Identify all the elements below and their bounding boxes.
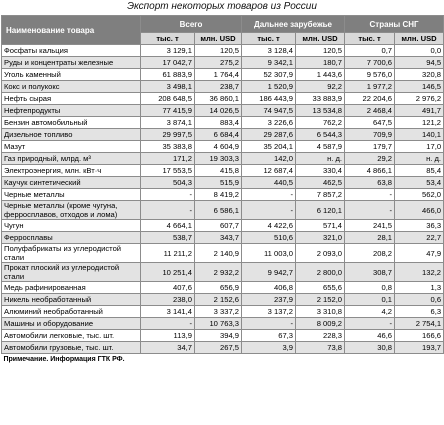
table-row [2, 105, 444, 117]
product-name-cell: Дизельное топливо [2, 129, 141, 141]
table-row [2, 330, 444, 342]
table-row [2, 263, 444, 282]
table-row [2, 165, 444, 177]
value-cell: 29,2 [345, 153, 395, 165]
value-cell: 74 947,5 [242, 105, 296, 117]
value-cell: 9 342,1 [242, 57, 296, 69]
value-cell: 8 419,2 [195, 189, 242, 201]
value-cell: 14 026,5 [195, 105, 242, 117]
value-cell: 6,3 [395, 306, 444, 318]
value-cell: 6 120,1 [296, 201, 345, 220]
value-cell: 0,8 [345, 282, 395, 294]
table-row [2, 93, 444, 105]
table-body [2, 45, 444, 354]
product-name-cell: Бензин автомобильный [2, 117, 141, 129]
product-name-cell: Никель необработанный [2, 294, 141, 306]
product-name-cell: Черные металлы (кроме чугуна, ферросплавов, отходов и лома) [2, 201, 141, 220]
unit-header: млн. USD [395, 33, 444, 45]
value-cell: 1 764,4 [195, 69, 242, 81]
value-cell: 10 763,3 [195, 318, 242, 330]
value-cell: 330,4 [296, 165, 345, 177]
value-cell: 538,7 [141, 232, 195, 244]
header-group-total: Всего [141, 16, 242, 33]
value-cell: 63,8 [345, 177, 395, 189]
value-cell: 407,6 [141, 282, 195, 294]
value-cell: 52 307,9 [242, 69, 296, 81]
value-cell: 466,0 [395, 201, 444, 220]
product-name-cell: Автомобили грузовые, тыс. шт. [2, 342, 141, 354]
value-cell: 320,8 [395, 69, 444, 81]
value-cell: 7 857,2 [296, 189, 345, 201]
value-cell: 61 883,9 [141, 69, 195, 81]
value-cell: 11 003,0 [242, 244, 296, 263]
table-row [2, 282, 444, 294]
value-cell: 656,9 [195, 282, 242, 294]
value-cell: 186 443,9 [242, 93, 296, 105]
value-cell: 180,7 [296, 57, 345, 69]
value-cell: 35 383,8 [141, 141, 195, 153]
value-cell: 28,1 [345, 232, 395, 244]
value-cell: 179,7 [345, 141, 395, 153]
value-cell: 3 128,4 [242, 45, 296, 57]
unit-header: тыс. т [345, 33, 395, 45]
value-cell: 2 754,1 [395, 318, 444, 330]
value-cell: 12 687,4 [242, 165, 296, 177]
value-cell: 171,2 [141, 153, 195, 165]
value-cell: 36,3 [395, 220, 444, 232]
value-cell: 1 977,2 [345, 81, 395, 93]
value-cell: 571,4 [296, 220, 345, 232]
footnote: Примечание. Информация ГТК РФ. [3, 356, 125, 364]
table-row [2, 201, 444, 220]
value-cell: 208 648,5 [141, 93, 195, 105]
value-cell: 2 140,9 [195, 244, 242, 263]
value-cell: 120,5 [195, 45, 242, 57]
header-group-cis: Страны СНГ [345, 16, 444, 33]
value-cell: 22,7 [395, 232, 444, 244]
table-row [2, 177, 444, 189]
value-cell: 2 468,4 [345, 105, 395, 117]
value-cell: 3,9 [242, 342, 296, 354]
product-name-cell: Кокс и полукокс [2, 81, 141, 93]
value-cell: 238,0 [141, 294, 195, 306]
value-cell: 0,1 [345, 294, 395, 306]
value-cell: 4 587,9 [296, 141, 345, 153]
value-cell: 29 997,5 [141, 129, 195, 141]
table-row [2, 294, 444, 306]
product-name-cell: Нефтепродукты [2, 105, 141, 117]
header-product-name: Наименование товара [2, 16, 141, 45]
value-cell: - [345, 189, 395, 201]
unit-header: тыс. т [141, 33, 195, 45]
value-cell: 85,4 [395, 165, 444, 177]
header-row [2, 16, 444, 33]
product-name-cell: Газ природный, млрд. м³ [2, 153, 141, 165]
product-name-cell: Медь рафинированная [2, 282, 141, 294]
value-cell: - [345, 201, 395, 220]
table-row [2, 318, 444, 330]
value-cell: 321,0 [296, 232, 345, 244]
product-name-cell: Полуфабрикаты из углеродистой стали [2, 244, 141, 263]
value-cell: 34,7 [141, 342, 195, 354]
product-name-cell: Руды и концентраты железные [2, 57, 141, 69]
product-name-cell: Чугун [2, 220, 141, 232]
table-row [2, 342, 444, 354]
value-cell: 1,3 [395, 282, 444, 294]
value-cell: 1 520,9 [242, 81, 296, 93]
value-cell: 10 251,4 [141, 263, 195, 282]
value-cell: 46,6 [345, 330, 395, 342]
value-cell: 2 152,6 [195, 294, 242, 306]
table-row [2, 129, 444, 141]
unit-header: млн. USD [195, 33, 242, 45]
value-cell: 607,7 [195, 220, 242, 232]
value-cell: - [141, 318, 195, 330]
value-cell: 113,9 [141, 330, 195, 342]
table-row [2, 189, 444, 201]
value-cell: 4 866,1 [345, 165, 395, 177]
value-cell: 121,2 [395, 117, 444, 129]
value-cell: 166,6 [395, 330, 444, 342]
product-name-cell: Ферросплавы [2, 232, 141, 244]
value-cell: 238,7 [195, 81, 242, 93]
value-cell: 343,7 [195, 232, 242, 244]
value-cell: 3 498,1 [141, 81, 195, 93]
product-name-cell: Черные металлы [2, 189, 141, 201]
value-cell: 0,6 [395, 294, 444, 306]
table-row [2, 220, 444, 232]
value-cell: 406,8 [242, 282, 296, 294]
table-row [2, 141, 444, 153]
value-cell: 9 942,7 [242, 263, 296, 282]
value-cell: 3 310,8 [296, 306, 345, 318]
value-cell: 4 664,1 [141, 220, 195, 232]
value-cell: 120,5 [296, 45, 345, 57]
value-cell: 193,7 [395, 342, 444, 354]
value-cell: 0,0 [395, 45, 444, 57]
value-cell: 67,3 [242, 330, 296, 342]
value-cell: 132,2 [395, 263, 444, 282]
value-cell: 4 422,6 [242, 220, 296, 232]
value-cell: 883,4 [195, 117, 242, 129]
value-cell: 30,8 [345, 342, 395, 354]
product-name-cell: Машины и оборудование [2, 318, 141, 330]
value-cell: 4,2 [345, 306, 395, 318]
value-cell: - [242, 189, 296, 201]
value-cell: 35 204,1 [242, 141, 296, 153]
table-row [2, 57, 444, 69]
value-cell: 8 009,2 [296, 318, 345, 330]
value-cell: 562,0 [395, 189, 444, 201]
value-cell: 142,0 [242, 153, 296, 165]
product-name-cell: Автомобили легковые, тыс. шт. [2, 330, 141, 342]
value-cell: 7 700,6 [345, 57, 395, 69]
table-row [2, 244, 444, 263]
value-cell: 308,7 [345, 263, 395, 282]
value-cell: 2 976,2 [395, 93, 444, 105]
value-cell: 515,9 [195, 177, 242, 189]
value-cell: 2 152,0 [296, 294, 345, 306]
product-name-cell: Нефть сырая [2, 93, 141, 105]
value-cell: 3 337,2 [195, 306, 242, 318]
document-title: Экспорт некоторых товаров из России [127, 1, 317, 12]
value-cell: - [242, 318, 296, 330]
table-row [2, 45, 444, 57]
value-cell: 6 684,4 [195, 129, 242, 141]
value-cell: 22 204,6 [345, 93, 395, 105]
value-cell: н. д. [395, 153, 444, 165]
value-cell: - [242, 201, 296, 220]
value-cell: 3 226,6 [242, 117, 296, 129]
product-name-cell: Уголь каменный [2, 69, 141, 81]
value-cell: 647,5 [345, 117, 395, 129]
table-row [2, 81, 444, 93]
value-cell: 17 042,7 [141, 57, 195, 69]
table-row [2, 232, 444, 244]
product-name-cell: Электроэнергия, млн. кВт·ч [2, 165, 141, 177]
value-cell: 47,9 [395, 244, 444, 263]
value-cell: 267,5 [195, 342, 242, 354]
value-cell: - [345, 318, 395, 330]
product-name-cell: Фосфаты кальция [2, 45, 141, 57]
table-row [2, 117, 444, 129]
value-cell: 228,3 [296, 330, 345, 342]
value-cell: 415,8 [195, 165, 242, 177]
export-table [1, 15, 444, 366]
value-cell: 73,8 [296, 342, 345, 354]
value-cell: 9 576,0 [345, 69, 395, 81]
value-cell: 13 534,8 [296, 105, 345, 117]
value-cell: 241,5 [345, 220, 395, 232]
value-cell: 17,0 [395, 141, 444, 153]
value-cell: 6 544,3 [296, 129, 345, 141]
value-cell: 1 443,6 [296, 69, 345, 81]
value-cell: 77 415,9 [141, 105, 195, 117]
value-cell: 655,6 [296, 282, 345, 294]
value-cell: 94,5 [395, 57, 444, 69]
header-group-far-abroad: Дальнее зарубежье [242, 16, 345, 33]
value-cell: 2 932,2 [195, 263, 242, 282]
value-cell: 3 874,1 [141, 117, 195, 129]
value-cell: 3 141,4 [141, 306, 195, 318]
product-name-cell: Каучук синтетический [2, 177, 141, 189]
value-cell: 11 211,2 [141, 244, 195, 263]
value-cell: 208,2 [345, 244, 395, 263]
value-cell: 0,7 [345, 45, 395, 57]
product-name-cell: Мазут [2, 141, 141, 153]
value-cell: 19 303,3 [195, 153, 242, 165]
value-cell: 53,4 [395, 177, 444, 189]
value-cell: 4 604,9 [195, 141, 242, 153]
value-cell: 504,3 [141, 177, 195, 189]
product-name-cell: Прокат плоский из углеродистой стали [2, 263, 141, 282]
value-cell: н. д. [296, 153, 345, 165]
value-cell: - [141, 201, 195, 220]
value-cell: 3 129,1 [141, 45, 195, 57]
unit-header: млн. USD [296, 33, 345, 45]
value-cell: 462,5 [296, 177, 345, 189]
value-cell: 33 883,9 [296, 93, 345, 105]
value-cell: 17 553,5 [141, 165, 195, 177]
value-cell: - [141, 189, 195, 201]
table-row [2, 153, 444, 165]
value-cell: 762,2 [296, 117, 345, 129]
value-cell: 510,6 [242, 232, 296, 244]
unit-header: тыс. т [242, 33, 296, 45]
value-cell: 140,1 [395, 129, 444, 141]
value-cell: 2 800,0 [296, 263, 345, 282]
product-name-cell: Алюминий необработанный [2, 306, 141, 318]
value-cell: 237,9 [242, 294, 296, 306]
value-cell: 36 860,1 [195, 93, 242, 105]
value-cell: 146,5 [395, 81, 444, 93]
value-cell: 394,9 [195, 330, 242, 342]
value-cell: 2 093,0 [296, 244, 345, 263]
value-cell: 440,5 [242, 177, 296, 189]
value-cell: 491,7 [395, 105, 444, 117]
value-cell: 275,2 [195, 57, 242, 69]
table-row [2, 306, 444, 318]
value-cell: 709,9 [345, 129, 395, 141]
value-cell: 6 586,1 [195, 201, 242, 220]
value-cell: 29 287,6 [242, 129, 296, 141]
value-cell: 3 137,2 [242, 306, 296, 318]
value-cell: 92,2 [296, 81, 345, 93]
table-row [2, 69, 444, 81]
